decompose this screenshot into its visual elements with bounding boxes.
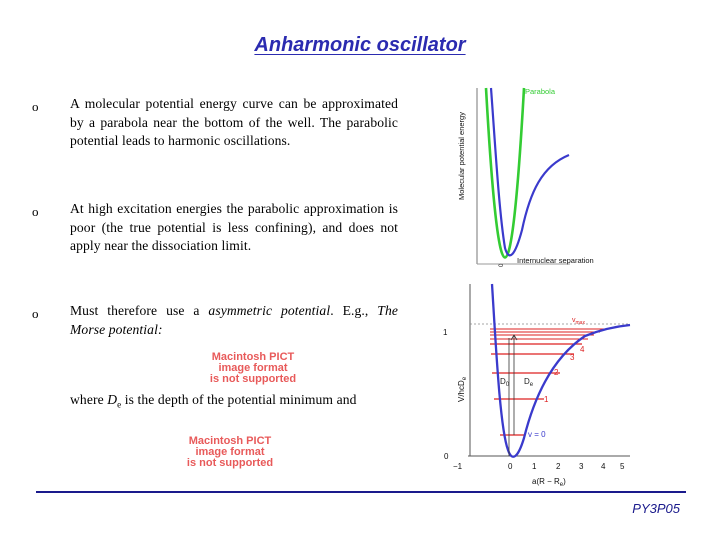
de-label-sub: e [529,382,534,388]
de-label-main: D [524,377,530,386]
level-label-4: 4 [580,345,585,354]
potential-energy-figure [456,82,594,272]
where-post: is the depth of the potential minimum and [121,392,357,407]
pict-line-2: image format [195,446,265,458]
footer-course-code: PY3P05 [632,501,680,516]
x-axis-label-main: a(R − R [532,477,560,486]
x-tick-label: 5 [620,462,625,471]
pict-line-3: is not supported [209,373,297,385]
bullet-3-pre: Must therefore use a [70,303,209,318]
footer-rule [36,491,686,493]
d0-label-sub: 0 [505,382,510,388]
pict-line-2: image format [218,362,288,374]
x-tick-label: 2 [556,462,561,471]
vmax-label-main: v [572,317,576,324]
v0-label: v = 0 [528,430,546,439]
y-axis-label-sub: e [462,376,468,381]
where-italic: D [107,392,118,407]
pict-line-1: Macintosh PICT [211,351,295,363]
pict-line-3: is not supported [186,457,274,469]
x-tick-label: −1 [453,462,463,471]
bullet-marker: o [32,204,39,219]
bullet-3-italic-2: The Morse potential: [70,303,398,337]
where-sub: e [117,399,122,410]
bullet-text-2: At high excitation energies the parabolic approximation is poor (the true potential is less confining), and does not apply near the dissociation limit. [70,201,398,253]
y-axis-label [457,376,468,402]
bullet-marker: o [32,306,39,321]
morse-curve [491,88,569,255]
bullet-text-3 [70,302,398,339]
x-axis-label-sub: e [559,482,564,488]
y-axis-label: Molecular potential energy [457,112,466,200]
morse-potential-figure [440,278,640,490]
x-tick-labels [453,462,625,471]
level-label-1: 1 [544,395,549,404]
bullet-text-1: A molecular potential energy curve can be approximated by a parabola near the bottom of the well. The parabolic potential leads to harmonic oscillations. [70,96,398,148]
pict-line-1: Macintosh PICT [188,435,272,447]
x-axis-label-end: ) [563,477,566,486]
morse-curve [492,284,630,457]
level-label-2: 2 [554,368,559,377]
bullet-3-post: . E.g., [330,303,378,318]
x-axis-label: Internuclear separation [517,256,594,265]
x-tick-label: 4 [601,462,606,471]
x-tick-label: 0 [508,462,513,471]
pict-placeholder-2 [180,436,280,469]
where-pre: where [70,392,108,407]
y-tick-one: 1 [443,328,448,337]
vmax-label-sub: max [575,320,585,326]
parabola-curve [486,88,524,258]
x-tick-label: 1 [532,462,537,471]
where-text [70,391,410,414]
x-axis-label [532,477,566,488]
y-axis-label-main: V/hcD [457,380,466,402]
page-title: Anharmonic oscillator [254,34,466,56]
x-tick-label: 3 [579,462,584,471]
parabola-label: Parabola [525,87,556,96]
pict-placeholder-1 [178,352,328,385]
d0-label-main: D [500,377,506,386]
bullet-marker: o [32,99,39,114]
de-label [524,377,534,388]
level-label-3: 3 [570,353,575,362]
bullet-3-italic: asymmetric potential [208,303,331,318]
d0-label [500,377,510,388]
y-tick-zero: 0 [444,452,449,461]
vmax-label [572,317,585,326]
origin-label: 0 [499,263,505,267]
